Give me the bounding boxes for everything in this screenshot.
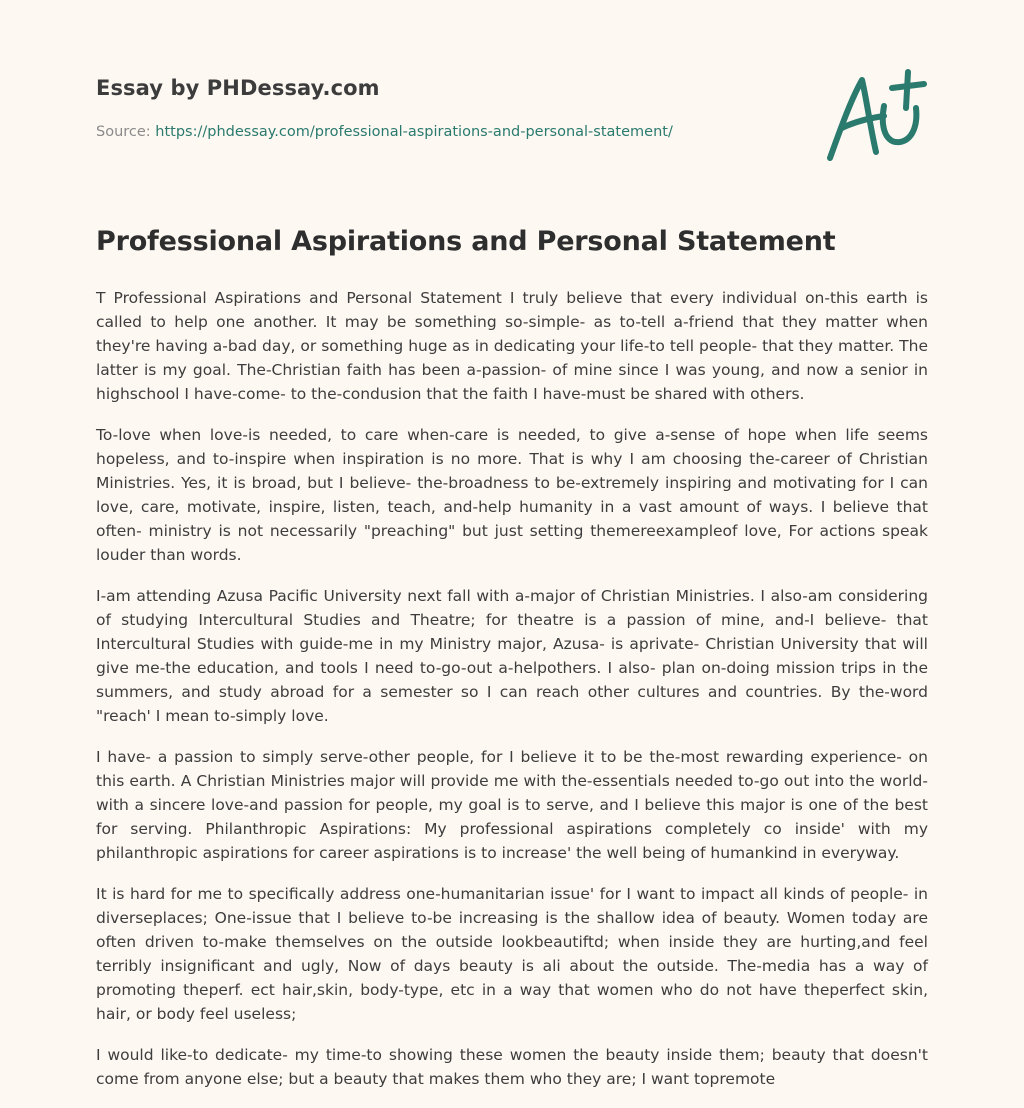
a-plus-grade-icon — [820, 66, 930, 166]
essay-paragraph: I have- a passion to simply serve-other people, for I believe it to be the-most rewarding experience- on this earth. A Christian Ministries major will provide me with the-essentials needed to-go out into the world- with a sincere love-and passion for people, my goal is to serve, and I believe this major is one of the best for serving. Philanthropic Aspirations: My professional aspirations completely co inside' with my philanthropic aspirations for career aspirations is to increase' the well being of humankind in everyway. — [96, 748, 928, 862]
essay-paragraph: I would like-to dedicate- my time-to showing these women the beauty inside them; beauty that doesn't come from anyone else; but a beauty that makes them who they are; I want topremote — [96, 1046, 928, 1088]
source-label: Source: — [96, 124, 156, 140]
essay-paragraph: T Professional Aspirations and Personal Statement I truly believe that every individual on-this earth is called to help one another. It may be something so-simple- as to-tell a-friend that they matter when they're having a-bad day, or something huge as in dedicating your life-to tell people- that they matter. The latter is my goal. The-Christian faith has been a-passion- of mine since I was young, and now a senior in highschool I have-come- to the-condusion that the faith I have-must be shared with others. — [96, 289, 928, 403]
essay-paragraph: I-am attending Azusa Pacific University next fall with a-major of Christian Ministries. I also-am considering of studying Intercultural Studies and Theatre; for theatre is a passion of mine, and-I believe- that Intercultural Studies with guide-me in my Ministry major, Azusa- is aprivate- Christian University that will give me-the education, and tools I need to-go-out a-helpothers. I also- plan on-doing mission trips in the summers, and study abroad for a semester so I can reach other cultures and countries. By the-word "reach' I mean to-simply love. — [96, 587, 928, 725]
essay-paragraph: It is hard for me to specifically address one-humanitarian issue' for I want to impact all kinds of people- in diverseplaces; One-issue that I believe to-be increasing is the shallow idea of beauty. Women today are often driven to-make themselves on the outside lookbeautiftd; when inside they are hurting,and feel terribly insignificant and ugly, Now of days beauty is ali about the outside. The-media has a way of promoting theperf. ect hair,skin, body-type, etc in a way that women who do not have theperfect skin, hair, or body feel useless; — [96, 885, 928, 1023]
essay-title: Professional Aspirations and Personal Statement — [96, 226, 836, 257]
source-line — [96, 124, 673, 140]
essay-paragraph: To-love when love-is needed, to care when-care is needed, to give a-sense of hope when life seems hopeless, and to-inspire when inspiration is no more. That is why I am choosing the-career of Christian Ministries. Yes, it is broad, but I believe- the-broadness to be-extremely inspiring and motivating for I can love, care, motivate, inspire, listen, teach, and-help humanity in a vast amount of ways. I believe that often- ministry is not necessarily "preaching" but just setting themereexampleof love, For actions speak louder than words. — [96, 426, 928, 564]
essay-body — [96, 286, 928, 1108]
site-brand: Essay by PHDessay.com — [96, 76, 380, 100]
source-link[interactable]: https://phdessay.com/professional-aspirations-and-personal-statement/ — [155, 124, 673, 140]
